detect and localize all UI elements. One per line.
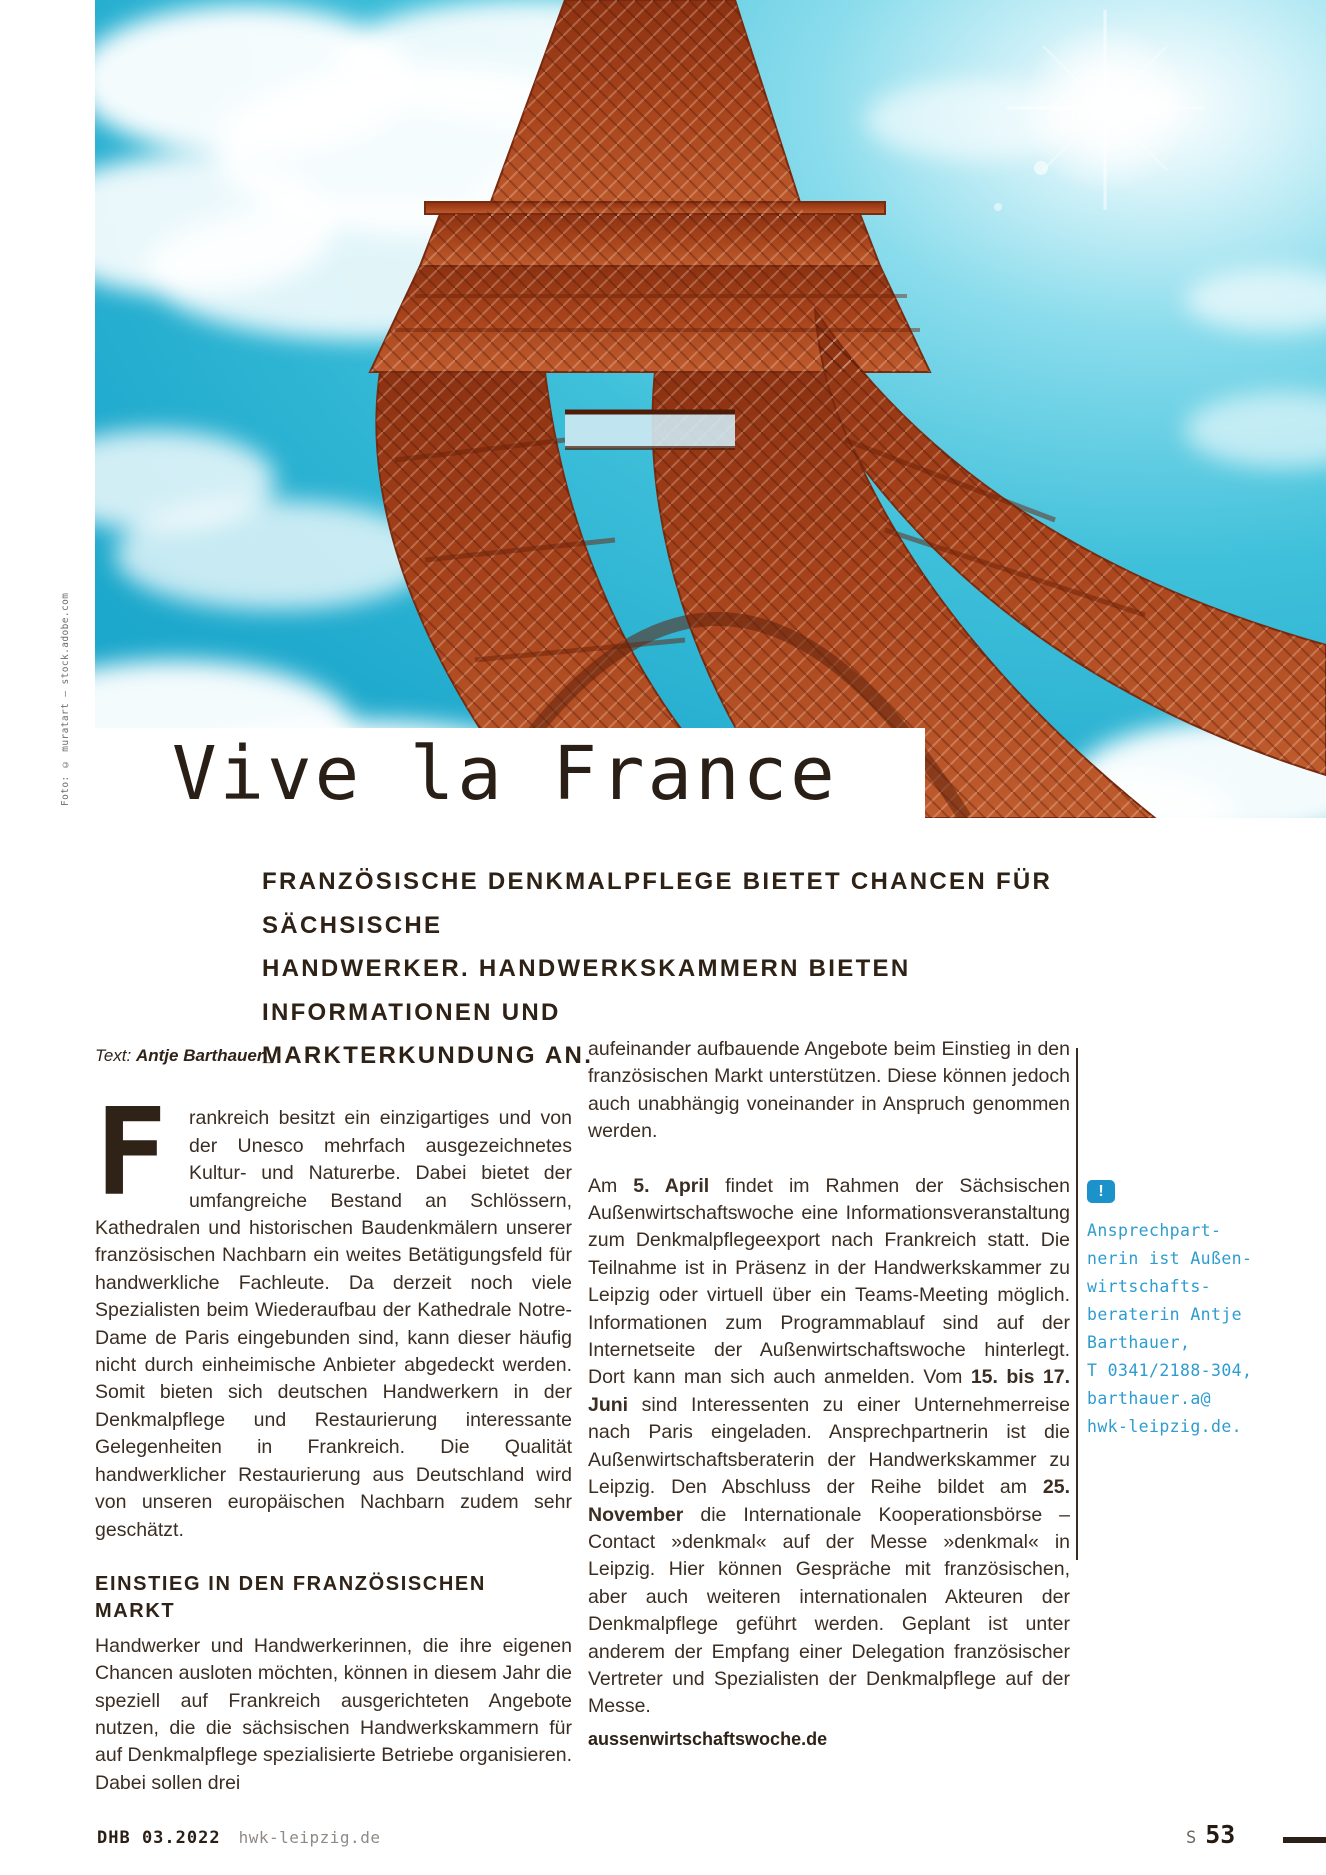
paragraph-intro [95,1084,572,1544]
footer-bar [1283,1837,1326,1843]
paragraph-events: Am 5. April findet im Rahmen der Sächsischen Außenwirtschaftswoche eine Informationsveranstaltung zum Denkmalpflegeexport nach Frankreich statt. Die Teilnahme ist in Präsenz in der Handwerkskammer zu Leipzig oder virtuell über ein Teams-Meeting möglich. Informationen zum Programmablauf sind auf der Internetseite der Außenwirtschaftswoche hinterlegt. Dort kann man sich auch anmelden. Vom 15. bis 17. Juni sind Interessenten zu einer Unternehmerreise nach Paris eingeladen. Ansprechpartnerin ist die Außenwirtschaftsberaterin der Handwerkskammer zu Leipzig. Den Abschluss der Reihe bildet am 25. November die Internationale Kooperationsbörse – Contact »denkmal« auf der Messe »denkmal« in Leipzig. Hier können Gespräche mit französischen, aber auch weiteren internationalen Akteuren der Denkmalpflege geführt werden. Geplant ist unter anderem der Empfang einer Delegation französischer Vertreter und Spezialisten der Denkmalpflege auf der Messe. [588,1174,1071,1718]
byline-label: Text: [95,1046,132,1065]
byline [95,1042,572,1069]
footer-page-indicator [1186,1820,1235,1849]
hero-photo-eiffel-tower [95,0,1326,818]
paragraph-market-entry: Handwerker und Handwerkerinnen, die ihre eigenen Chancen ausloten möchten, können in diesem Jahr die speziell auf Frankreich ausgerichteten Angebote nutzen, die die sächsischen Handwerkskammern für auf Denkmalpflege spezialisierte Betriebe organisieren. Dabei sollen drei [95,1634,572,1794]
contact-info[interactable]: Ansprechpart- nerin ist Außen- wirtschafts- beraterin Antje Barthauer, T 0341/2188-304, barthauer.a@ hwk-leipzig.de. [1087,1221,1253,1436]
paragraph-continuation: aufeinander aufbauende Angebote beim Einstieg in den französischen Markt unterstützen. Diese können jedoch auch unabhängig voneinander in Anspruch genommen werden. [588,1038,1070,1143]
eiffel-tower-illustration [95,0,1326,818]
article-website-link[interactable]: aussenwirtschaftswoche.de [588,1728,828,1749]
contact-sidebar [1087,1180,1302,1441]
photo-credit: Foto: © muratart – stock.adobe.com [60,592,71,806]
article-column-right [588,1036,1070,1753]
article-subtitle: FRANZÖSISCHE DENKMALPFLEGE BIETET CHANCEN FÜR SÄCHSISCHE HANDWERKER. HANDWERKSKAMMERN BIETEN INFORMATIONEN UND MARKTERKUNDUNG AN. [262,868,1053,1069]
page-number: 53 [1205,1820,1236,1849]
footer-left [97,1828,380,1848]
exclamation-icon: ! [1087,1180,1115,1203]
article-column-left [95,1042,572,1797]
page-title: Vive la France [172,731,838,817]
section-heading: EINSTIEG IN DEN FRANZÖSISCHEN MARKT [95,1572,486,1623]
footer-website[interactable]: hwk-leipzig.de [238,1828,381,1847]
under-deck-opening [565,412,735,448]
issue-label: DHB 03.2022 [97,1828,221,1848]
byline-author: Antje Barthauer_ [135,1046,273,1065]
title-band [80,728,925,818]
sidebar-divider [1076,1048,1078,1560]
dropcap-letter: F [95,1084,168,1224]
paragraph-intro-text: rankreich besitzt ein einzigartiges und von der Unesco mehrfach ausgezeichnetes Kultur- und Naturerbe. Dabei bietet der umfangreiche Bestand an Schlössern, Kathedralen und historischen Baudenkmälern unserer französischen Nachbarn ein weites Betätigungsfeld für handwerkliche Fachleute. Da derzeit noch viele Spezialisten beim Wiederaufbau der Kathedrale Notre-Dame de Paris eingebunden sind, kann dieser häufig nicht durch einheimische Anbieter abgedeckt werden. Somit bieten sich deutschen Handwerkern in der Denkmalpflege und Restaurierung interessante Gelegenheiten in Frankreich. Die Qualität handwerklicher Restaurierung aus Deutschland wird von unseren europäischen Nachbarn zudem sehr geschätzt. [95,1107,572,1541]
page-prefix: S [1186,1828,1197,1848]
